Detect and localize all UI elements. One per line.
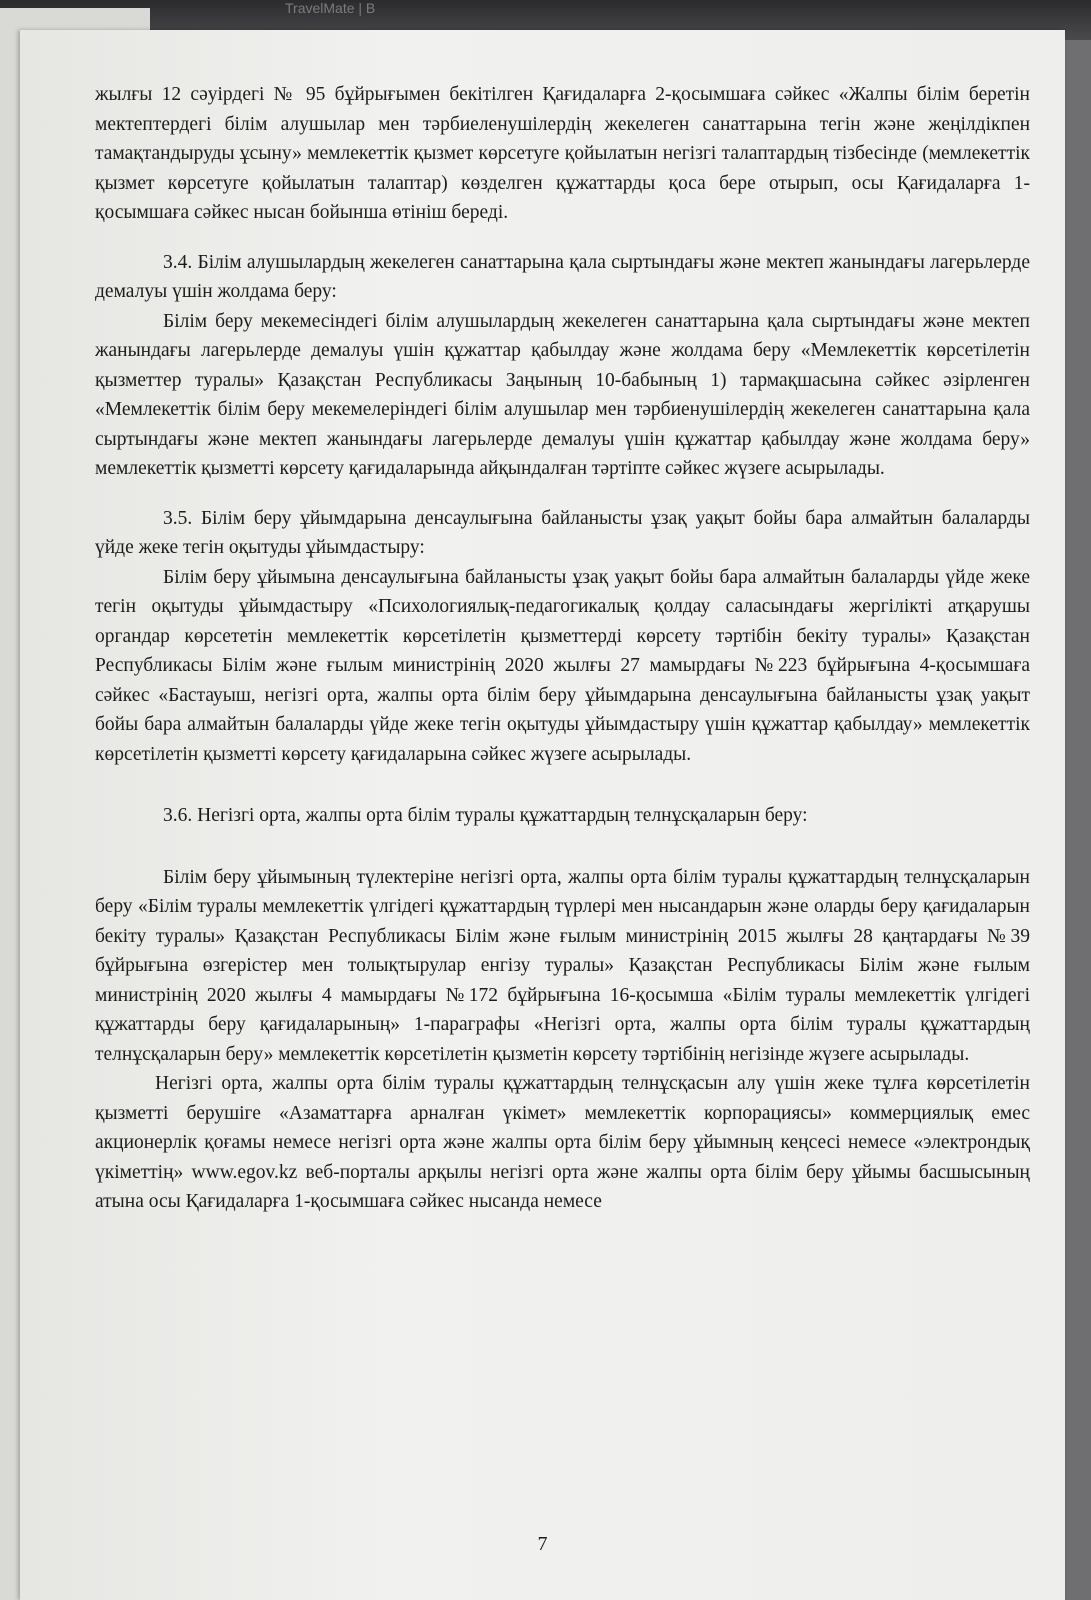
page-number: 7: [537, 1533, 548, 1555]
spacer: [95, 769, 1030, 801]
laptop-brand-label: TravelMate | B: [285, 0, 376, 16]
spacer: [95, 484, 1030, 504]
document-body: [95, 80, 1030, 1217]
spacer: [95, 831, 1030, 863]
paragraph-3-4: Білім беру мекемесіндегі білім алушылардың жекелеген санаттарына қала сыртындағы және мектеп жанындағы лагерьлерде демалуы үшін құжаттар қабылдау және жолдама беру «Мемлекеттік көрсетілетін қызметтер туралы» Қазақстан Республикасы Заңының 10-бабының 1) тармақшасына сәйкес әзірленген «Мемлекеттік білім беру мекемелеріндегі білім алушылар мен тәрбиенушілердің жекелеген санаттарына қала сыртындағы және мектеп жанындағы лагерьлерде демалуы үшін құжаттар қабылдау және жолдама беру» мемлекеттік қызметті көрсету қағидаларында айқындалған тәртіпте сәйкес жүзеге асырылады.: [95, 310, 1030, 479]
paragraph-3-6-a: Білім беру ұйымының түлектеріне негізгі орта, жалпы орта білім туралы құжаттардың телнұсқаларын беру «Білім туралы мемлекеттік үлгідегі құжаттардың түрлері мен нысандарын және оларды беру қағидаларын бекіту туралы» Қазақстан Республикасы Білім және ғылым министрінің 2015 жылғы 28 қаңтардағы №39 бұйрығына өзгерістер мен толықтырулар енгізу туралы» Қазақстан Республикасы Білім және ғылым министрінің 2020 жылғы 4 мамырдағы №172 бұйрығына 16-қосымша «Білім туралы мемлекеттік үлгідегі құжаттарды беру қағидаларының» 1-параграфы «Негізгі орта, жалпы орта білім туралы құжаттардың телнұсқаларын беру» мемлекеттік көрсетілетін қызметін көрсету тәртібінің негізінде жүзеге асырылады.: [95, 866, 1030, 1065]
paragraph-3-6-b: Негізгі орта, жалпы орта білім туралы құжаттардың телнұсқасын алу үшін жеке тұлға көрсетілетін қызметті берушіге «Азаматтарға арналған үкімет» мемлекеттік корпорациясы» коммерциялық емес акционерлік қоғамы немесе негізгі орта және жалпы орта білім беру ұйымның кеңсесі немесе «электрондық үкіметтің» www.egov.kz веб-порталы арқылы негізгі орта және жалпы орта білім беру ұйымы басшысының атына осы Қағидаларға 1-қосымшаға сәйкес нысанда немесе: [95, 1073, 1030, 1212]
section-heading-3-4: 3.4. Білім алушылардың жекелеген санаттарына қала сыртындағы және мектеп жанындағы лагерьлерде демалуы үшін жолдама беру:: [95, 251, 1030, 302]
section-heading-3-5: 3.5. Білім беру ұйымдарына денсаулығына байланысты ұзақ уақыт бойы бара алмайтын балаларды үйде жеке тегін оқытуды ұйымдастыру:: [95, 507, 1030, 558]
document-page: [20, 30, 1065, 1600]
spacer: [95, 228, 1030, 248]
paragraph-continuation: жылғы 12 сәуірдегі № 95 бұйрығымен бекітілген Қағидаларға 2-қосымшаға сәйкес «Жалпы білім беретін мектептердегі білім алушылар мен тәрбиеленушілердің жекелеген санаттарына тегін және жеңілдікпен тамақтандыруды ұсыну» мемлекеттік қызмет көрсетуге қойылатын негізгі талаптардың тізбесінде (мемлекеттік қызмет көрсетуге қойылатын талаптар) көзделген құжаттарды қоса бере отырып, осы Қағидаларға 1-қосымшаға сәйкес нысан бойынша өтініш береді.: [95, 84, 1030, 223]
paragraph-3-5: Білім беру ұйымына денсаулығына байланысты ұзақ уақыт бойы бара алмайтын балаларды үйде жеке тегін оқытуды ұйымдастыру «Психологиялық-педагогикалық қолдау саласындағы жергілікті атқарушы органдар көрсететін мемлекеттік көрсетілетін қызметтерді көрсету тәртібін бекіту туралы» Қазақстан Республикасы Білім және ғылым министрінің 2020 жылғы 27 мамырдағы №223 бұйрығына 4-қосымшаға сәйкес «Бастауыш, негізгі орта, жалпы орта білім беру ұйымдарына денсаулығына байланысты ұзақ уақыт бойы бара алмайтын балаларды үйде жеке тегін оқытуды ұйымдастыру үшін құжаттар қабылдау» мемлекеттік көрсетілетін қызметті көрсету қағидаларына сәйкес жүзеге асырылады.: [95, 566, 1030, 765]
section-heading-3-6: 3.6. Негізгі орта, жалпы орта білім туралы құжаттардың телнұсқаларын беру:: [163, 805, 808, 826]
